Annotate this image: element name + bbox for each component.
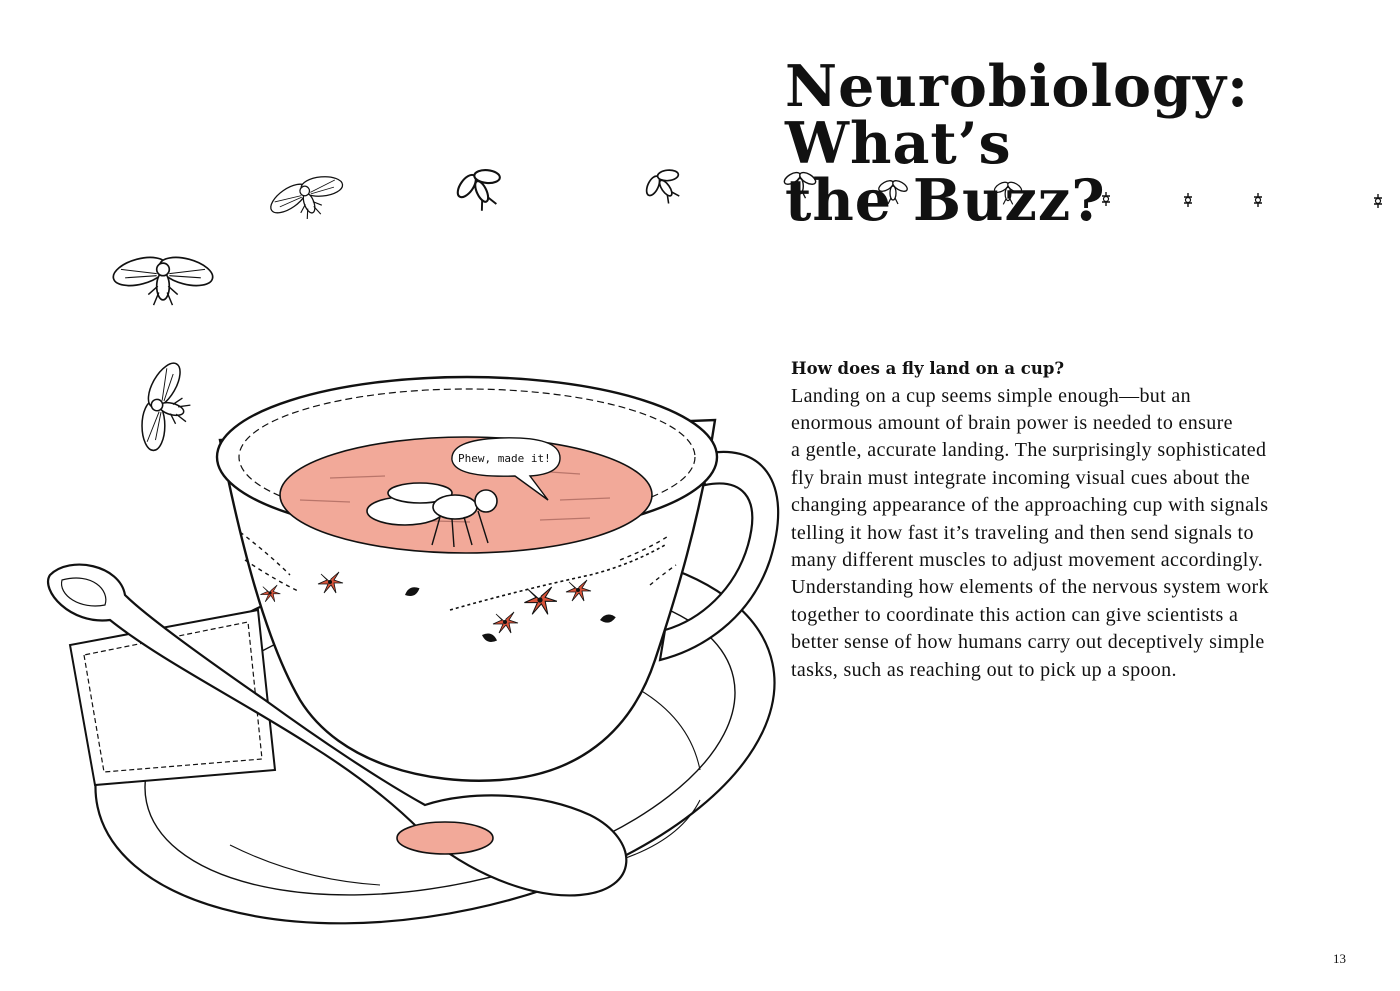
body-line: better sense of how humans carry out deceptively simple bbox=[791, 631, 1265, 654]
article-subheading: How does a fly land on a cup? bbox=[791, 359, 1065, 378]
body-line: enormous amount of brain power is needed to ensure bbox=[791, 411, 1233, 434]
article-body bbox=[791, 383, 1391, 684]
body-line: a gentle, accurate landing. The surprisingly sophisticated bbox=[791, 439, 1267, 462]
article bbox=[791, 355, 1391, 684]
body-line: Landing on a cup seems simple enough—but an bbox=[791, 384, 1191, 407]
body-line: together to coordinate this action can give scientists a bbox=[791, 603, 1239, 626]
body-line: changing appearance of the approaching cup with signals bbox=[791, 494, 1269, 517]
body-line: fly brain must integrate incoming visual cues about the bbox=[791, 466, 1251, 489]
body-line: Understanding how elements of the nervous system work bbox=[791, 576, 1269, 599]
body-line: tasks, such as reaching out to pick up a spoon. bbox=[791, 658, 1177, 681]
speech-bubble-text: Phew, made it! bbox=[458, 452, 551, 465]
body-line: many different muscles to adjust movement accordingly. bbox=[791, 548, 1264, 571]
page-title: Neurobiology: What’s the Buzz? bbox=[785, 53, 1250, 234]
page-number: 13 bbox=[1333, 951, 1346, 966]
body-line: telling it how fast it’s traveling and then send signals to bbox=[791, 521, 1254, 544]
